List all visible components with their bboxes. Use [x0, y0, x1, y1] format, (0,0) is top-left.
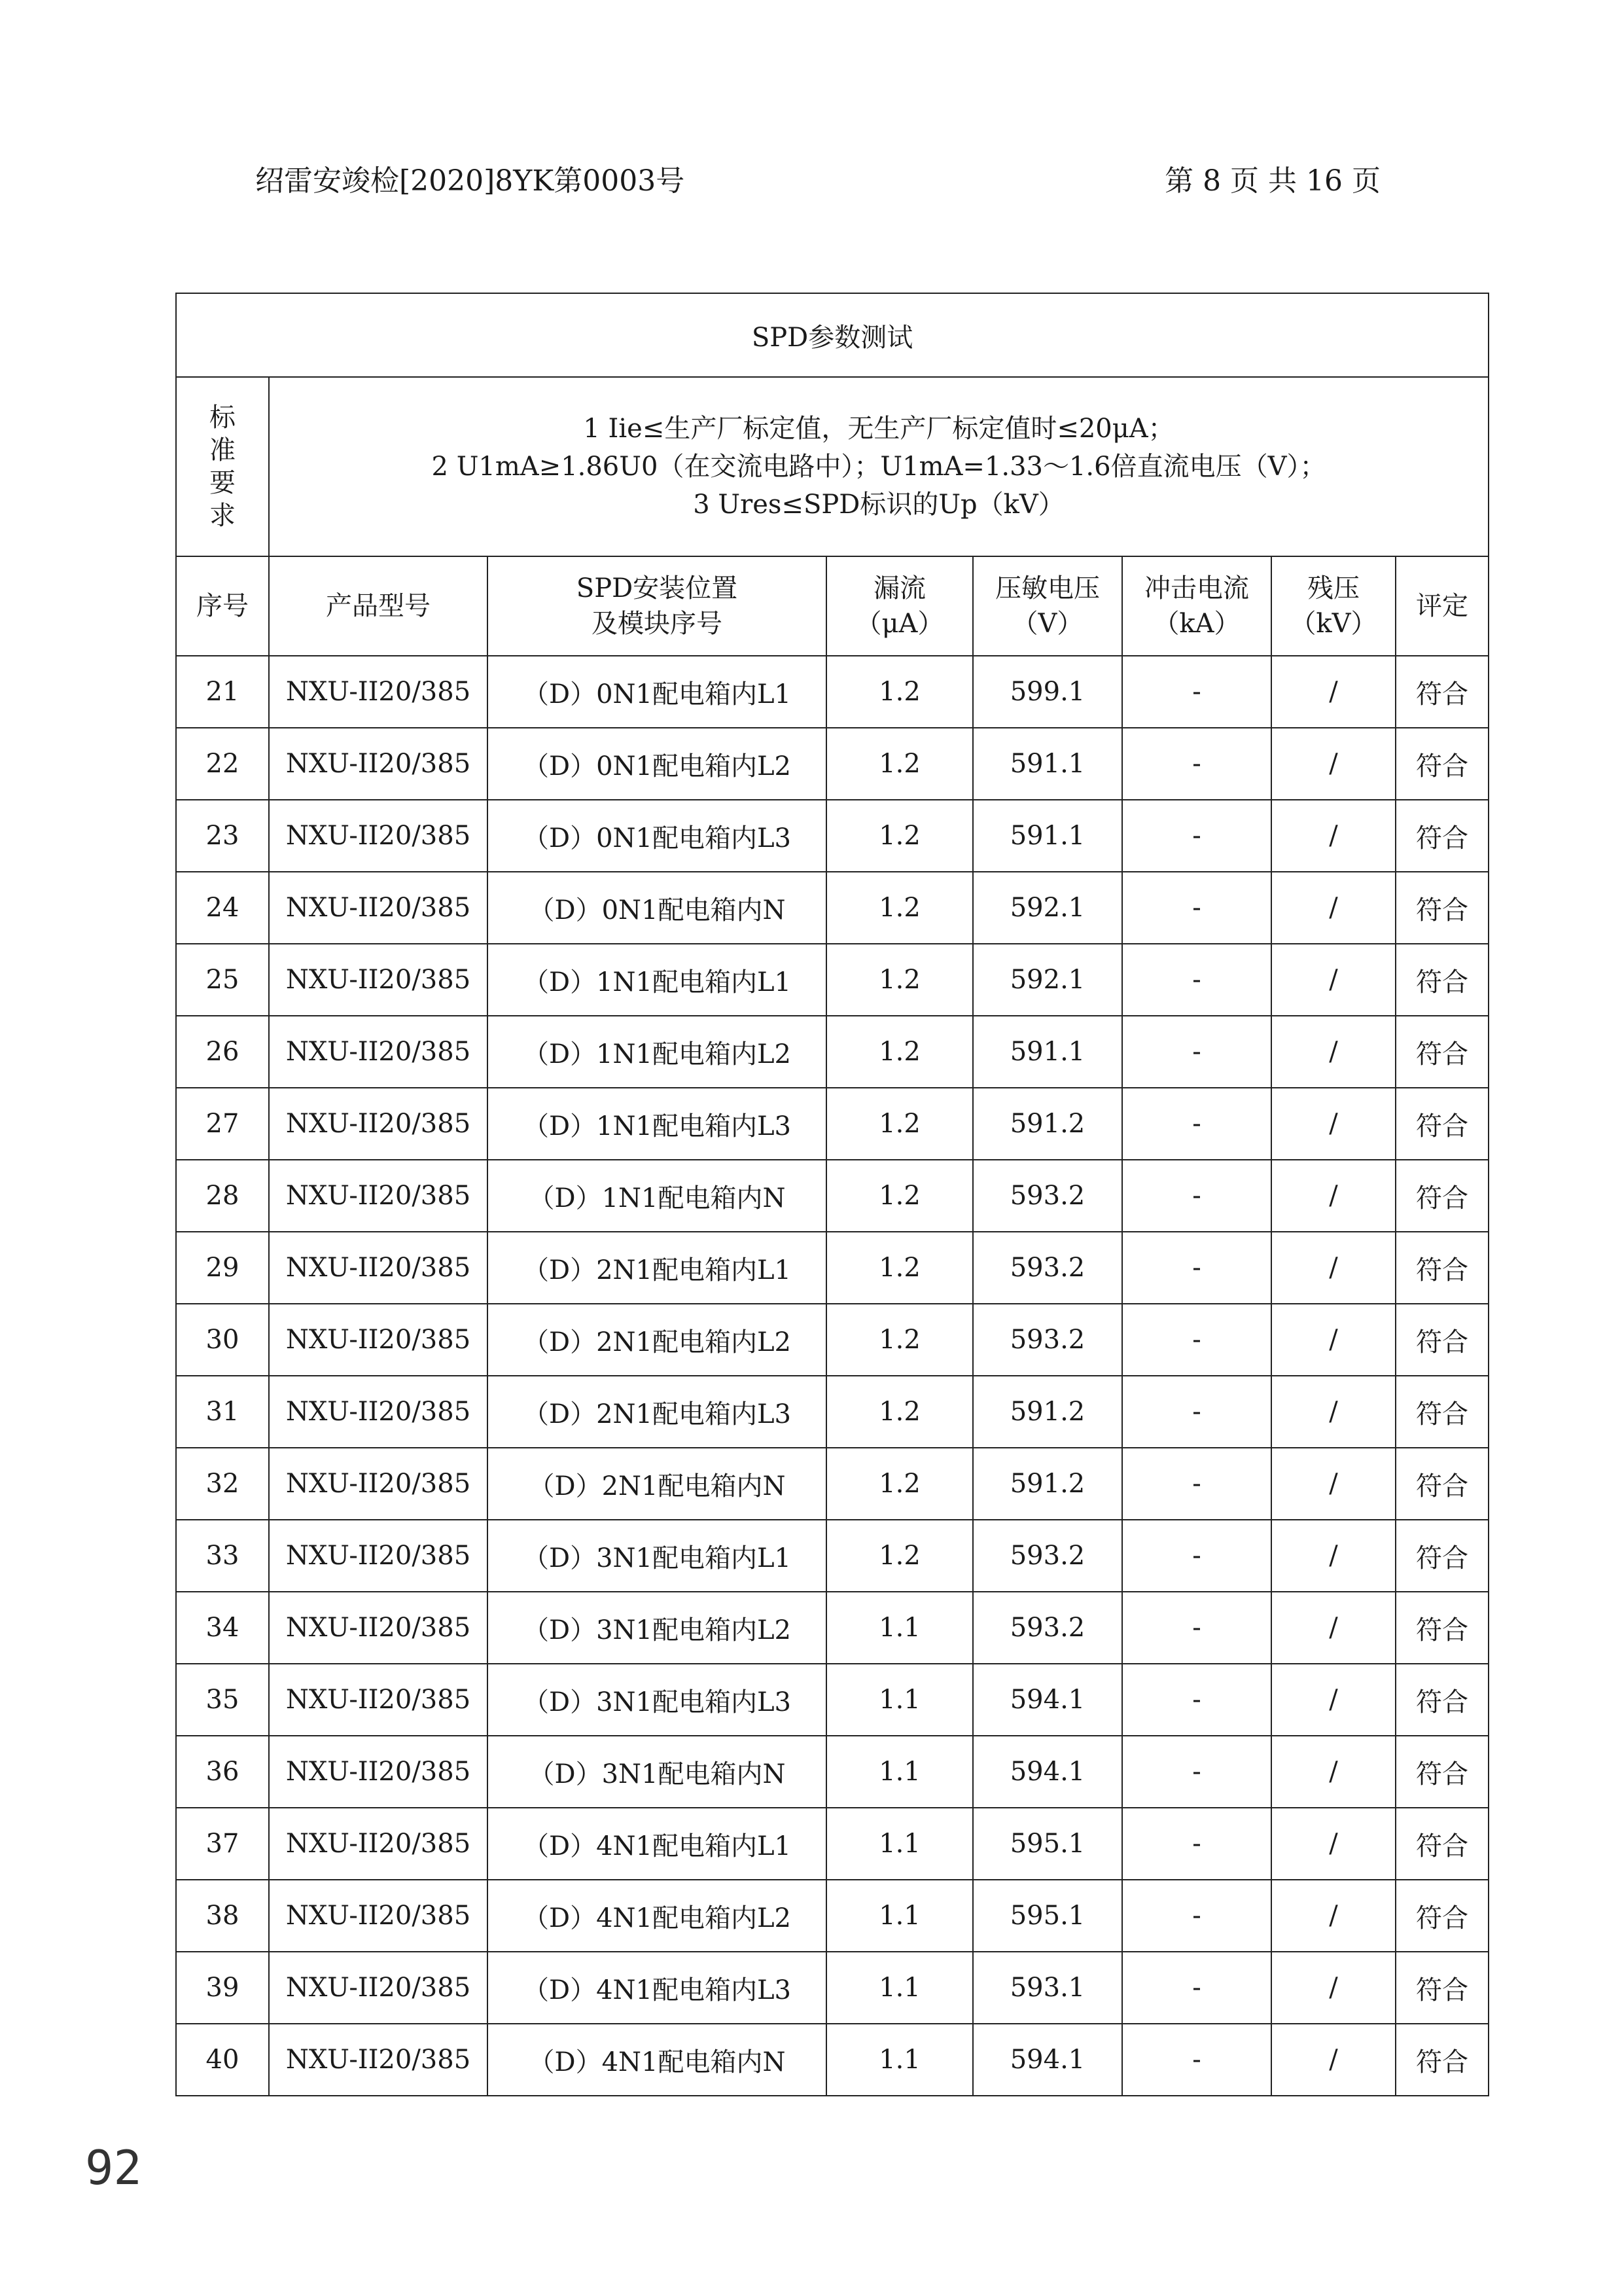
cell-location: （D）0N1配电箱内N	[487, 872, 826, 944]
cell-model: NXU-II20/385	[269, 2024, 487, 2096]
cell-index: 36	[176, 1736, 269, 1808]
col-header-leakage-line: 漏流	[874, 573, 926, 603]
cell-model: NXU-II20/385	[269, 1520, 487, 1592]
cell-grade: 符合	[1396, 1304, 1489, 1376]
col-header-varistor	[973, 556, 1122, 656]
cell-leakage: 1.2	[826, 944, 973, 1016]
cell-model: NXU-II20/385	[269, 800, 487, 872]
cell-grade: 符合	[1396, 1160, 1489, 1232]
cell-leakage: 1.2	[826, 1232, 973, 1304]
cell-index: 22	[176, 728, 269, 800]
cell-impulse-current: -	[1122, 1304, 1271, 1376]
cell-grade: 符合	[1396, 656, 1489, 728]
cell-impulse-current: -	[1122, 1592, 1271, 1664]
cell-varistor-voltage: 591.1	[973, 728, 1122, 800]
col-header-leakage-unit: （μA）	[855, 609, 944, 639]
cell-grade: 符合	[1396, 1520, 1489, 1592]
col-header-leakage	[826, 556, 973, 656]
standard-label-char: 要	[209, 468, 236, 498]
cell-grade: 符合	[1396, 728, 1489, 800]
cell-residual-voltage: /	[1271, 872, 1396, 944]
cell-location: （D）2N1配电箱内L2	[487, 1304, 826, 1376]
cell-location: （D）2N1配电箱内L3	[487, 1376, 826, 1448]
cell-leakage: 1.2	[826, 1160, 973, 1232]
cell-leakage: 1.1	[826, 1880, 973, 1952]
page-indicator: 第 8 页 共 16 页	[1165, 164, 1381, 198]
cell-grade: 符合	[1396, 2024, 1489, 2096]
cell-index: 34	[176, 1592, 269, 1664]
cell-varistor-voltage: 599.1	[973, 656, 1122, 728]
cell-grade: 符合	[1396, 1952, 1489, 2024]
cell-index: 29	[176, 1232, 269, 1304]
cell-model: NXU-II20/385	[269, 1952, 487, 2024]
cell-residual-voltage: /	[1271, 1304, 1396, 1376]
cell-residual-voltage: /	[1271, 1448, 1396, 1520]
cell-impulse-current: -	[1122, 1520, 1271, 1592]
cell-leakage: 1.2	[826, 1448, 973, 1520]
cell-impulse-current: -	[1122, 1808, 1271, 1880]
cell-impulse-current: -	[1122, 1952, 1271, 2024]
cell-grade: 符合	[1396, 1592, 1489, 1664]
cell-model: NXU-II20/385	[269, 872, 487, 944]
cell-index: 31	[176, 1376, 269, 1448]
cell-location: （D）0N1配电箱内L1	[487, 656, 826, 728]
cell-location: （D）3N1配电箱内L1	[487, 1520, 826, 1592]
table-row	[176, 1520, 1489, 1592]
cell-grade: 符合	[1396, 1232, 1489, 1304]
cell-residual-voltage: /	[1271, 2024, 1396, 2096]
cell-residual-voltage: /	[1271, 656, 1396, 728]
standard-label-char: 标	[209, 403, 236, 433]
table-row	[176, 944, 1489, 1016]
cell-residual-voltage: /	[1271, 1160, 1396, 1232]
spd-test-table	[175, 293, 1489, 2096]
cell-location: （D）3N1配电箱内N	[487, 1736, 826, 1808]
standard-line: 1 Iie≤生产厂标定值，无生产厂标定值时≤20μA；	[583, 414, 1174, 444]
standard-label	[176, 377, 269, 556]
table-row	[176, 656, 1489, 728]
col-header-location	[487, 556, 826, 656]
page-header	[255, 157, 1381, 196]
standard-line: 2 U1mA≥1.86U0（在交流电路中）；U1mA=1.33～1.6倍直流电压（V）；	[431, 452, 1326, 482]
cell-location: （D）4N1配电箱内L1	[487, 1808, 826, 1880]
cell-model: NXU-II20/385	[269, 1736, 487, 1808]
cell-varistor-voltage: 591.2	[973, 1088, 1122, 1160]
col-header-location-line: SPD安装位置	[576, 573, 738, 603]
cell-varistor-voltage: 593.1	[973, 1952, 1122, 2024]
cell-model: NXU-II20/385	[269, 728, 487, 800]
cell-impulse-current: -	[1122, 1664, 1271, 1736]
cell-index: 33	[176, 1520, 269, 1592]
cell-leakage: 1.2	[826, 1304, 973, 1376]
cell-residual-voltage: /	[1271, 1520, 1396, 1592]
cell-impulse-current: -	[1122, 656, 1271, 728]
page-stamp: 92	[85, 2140, 142, 2195]
cell-grade: 符合	[1396, 1880, 1489, 1952]
cell-residual-voltage: /	[1271, 1808, 1396, 1880]
table-row	[176, 1736, 1489, 1808]
col-header-varistor-unit: （V）	[1012, 609, 1084, 639]
cell-model: NXU-II20/385	[269, 944, 487, 1016]
cell-varistor-voltage: 591.1	[973, 800, 1122, 872]
cell-impulse-current: -	[1122, 1448, 1271, 1520]
cell-varistor-voltage: 594.1	[973, 1736, 1122, 1808]
cell-varistor-voltage: 595.1	[973, 1808, 1122, 1880]
cell-leakage: 1.1	[826, 1592, 973, 1664]
cell-index: 38	[176, 1880, 269, 1952]
cell-model: NXU-II20/385	[269, 1232, 487, 1304]
cell-varistor-voltage: 592.1	[973, 872, 1122, 944]
cell-impulse-current: -	[1122, 1088, 1271, 1160]
cell-impulse-current: -	[1122, 944, 1271, 1016]
column-header-row	[176, 556, 1489, 656]
cell-varistor-voltage: 591.1	[973, 1016, 1122, 1088]
cell-grade: 符合	[1396, 1664, 1489, 1736]
cell-grade: 符合	[1396, 1448, 1489, 1520]
cell-residual-voltage: /	[1271, 1592, 1396, 1664]
cell-grade: 符合	[1396, 872, 1489, 944]
cell-index: 32	[176, 1448, 269, 1520]
cell-residual-voltage: /	[1271, 800, 1396, 872]
cell-varistor-voltage: 591.2	[973, 1448, 1122, 1520]
cell-index: 26	[176, 1016, 269, 1088]
cell-residual-voltage: /	[1271, 1232, 1396, 1304]
cell-leakage: 1.2	[826, 872, 973, 944]
cell-varistor-voltage: 593.2	[973, 1520, 1122, 1592]
cell-location: （D）0N1配电箱内L2	[487, 728, 826, 800]
standard-label-char: 准	[209, 435, 236, 465]
cell-leakage: 1.1	[826, 1952, 973, 2024]
cell-location: （D）4N1配电箱内L3	[487, 1952, 826, 2024]
cell-model: NXU-II20/385	[269, 656, 487, 728]
cell-leakage: 1.1	[826, 1664, 973, 1736]
table-row	[176, 1016, 1489, 1088]
table-row	[176, 1160, 1489, 1232]
cell-residual-voltage: /	[1271, 1376, 1396, 1448]
cell-varistor-voltage: 594.1	[973, 1664, 1122, 1736]
table-row	[176, 1808, 1489, 1880]
cell-varistor-voltage: 591.2	[973, 1376, 1122, 1448]
table-row	[176, 1088, 1489, 1160]
cell-index: 24	[176, 872, 269, 944]
cell-index: 23	[176, 800, 269, 872]
cell-impulse-current: -	[1122, 872, 1271, 944]
cell-leakage: 1.2	[826, 1376, 973, 1448]
cell-varistor-voltage: 593.2	[973, 1232, 1122, 1304]
cell-impulse-current: -	[1122, 800, 1271, 872]
table-row	[176, 800, 1489, 872]
col-header-impulse-unit: （kA）	[1153, 609, 1241, 639]
cell-impulse-current: -	[1122, 1016, 1271, 1088]
cell-leakage: 1.1	[826, 1736, 973, 1808]
col-header-varistor-line: 压敏电压	[995, 573, 1100, 603]
cell-model: NXU-II20/385	[269, 1016, 487, 1088]
cell-residual-voltage: /	[1271, 1016, 1396, 1088]
table-row	[176, 1304, 1489, 1376]
cell-location: （D）1N1配电箱内L3	[487, 1088, 826, 1160]
cell-impulse-current: -	[1122, 2024, 1271, 2096]
table-row	[176, 728, 1489, 800]
cell-leakage: 1.2	[826, 656, 973, 728]
col-header-model: 产品型号	[269, 556, 487, 656]
cell-impulse-current: -	[1122, 1376, 1271, 1448]
table-row	[176, 1448, 1489, 1520]
cell-location: （D）3N1配电箱内L3	[487, 1664, 826, 1736]
cell-grade: 符合	[1396, 1736, 1489, 1808]
cell-index: 25	[176, 944, 269, 1016]
cell-varistor-voltage: 592.1	[973, 944, 1122, 1016]
cell-impulse-current: -	[1122, 1232, 1271, 1304]
cell-leakage: 1.2	[826, 1520, 973, 1592]
table-row	[176, 1880, 1489, 1952]
cell-index: 21	[176, 656, 269, 728]
cell-location: （D）2N1配电箱内L1	[487, 1232, 826, 1304]
col-header-impulse	[1122, 556, 1271, 656]
standard-requirements	[269, 377, 1489, 556]
table-row	[176, 1664, 1489, 1736]
cell-location: （D）1N1配电箱内L1	[487, 944, 826, 1016]
cell-leakage: 1.1	[826, 2024, 973, 2096]
table-row	[176, 872, 1489, 944]
cell-location: （D）4N1配电箱内L2	[487, 1880, 826, 1952]
standard-line: 3 Ures≤SPD标识的Up（kV）	[693, 490, 1065, 520]
standard-label-char: 求	[209, 501, 236, 531]
col-header-location-line: 及模块序号	[591, 609, 722, 639]
cell-impulse-current: -	[1122, 1880, 1271, 1952]
cell-leakage: 1.1	[826, 1808, 973, 1880]
cell-residual-voltage: /	[1271, 1952, 1396, 2024]
cell-index: 27	[176, 1088, 269, 1160]
col-header-residual	[1271, 556, 1396, 656]
cell-grade: 符合	[1396, 1016, 1489, 1088]
cell-leakage: 1.2	[826, 800, 973, 872]
cell-varistor-voltage: 593.2	[973, 1592, 1122, 1664]
cell-impulse-current: -	[1122, 1160, 1271, 1232]
col-header-impulse-line: 冲击电流	[1144, 573, 1249, 603]
col-header-residual-line: 残压	[1307, 573, 1360, 603]
cell-model: NXU-II20/385	[269, 1880, 487, 1952]
cell-grade: 符合	[1396, 944, 1489, 1016]
cell-model: NXU-II20/385	[269, 1664, 487, 1736]
cell-model: NXU-II20/385	[269, 1304, 487, 1376]
cell-location: （D）0N1配电箱内L3	[487, 800, 826, 872]
cell-location: （D）2N1配电箱内N	[487, 1448, 826, 1520]
cell-model: NXU-II20/385	[269, 1592, 487, 1664]
cell-impulse-current: -	[1122, 728, 1271, 800]
cell-varistor-voltage: 595.1	[973, 1880, 1122, 1952]
cell-residual-voltage: /	[1271, 944, 1396, 1016]
cell-index: 35	[176, 1664, 269, 1736]
document-number: 绍雷安竣检[2020]8YK第0003号	[255, 164, 685, 198]
table-row	[176, 1376, 1489, 1448]
cell-index: 37	[176, 1808, 269, 1880]
cell-varistor-voltage: 593.2	[973, 1304, 1122, 1376]
cell-leakage: 1.2	[826, 728, 973, 800]
cell-location: （D）1N1配电箱内L2	[487, 1016, 826, 1088]
cell-index: 28	[176, 1160, 269, 1232]
cell-grade: 符合	[1396, 1376, 1489, 1448]
table-title: SPD参数测试	[176, 293, 1489, 377]
cell-model: NXU-II20/385	[269, 1376, 487, 1448]
cell-leakage: 1.2	[826, 1016, 973, 1088]
cell-model: NXU-II20/385	[269, 1088, 487, 1160]
cell-model: NXU-II20/385	[269, 1808, 487, 1880]
cell-residual-voltage: /	[1271, 1880, 1396, 1952]
col-header-index: 序号	[176, 556, 269, 656]
cell-grade: 符合	[1396, 1808, 1489, 1880]
cell-index: 39	[176, 1952, 269, 2024]
cell-residual-voltage: /	[1271, 1664, 1396, 1736]
cell-grade: 符合	[1396, 800, 1489, 872]
cell-residual-voltage: /	[1271, 1088, 1396, 1160]
col-header-grade: 评定	[1396, 556, 1489, 656]
cell-model: NXU-II20/385	[269, 1448, 487, 1520]
cell-location: （D）4N1配电箱内N	[487, 2024, 826, 2096]
cell-residual-voltage: /	[1271, 1736, 1396, 1808]
table-row	[176, 1952, 1489, 2024]
cell-location: （D）1N1配电箱内N	[487, 1160, 826, 1232]
cell-grade: 符合	[1396, 1088, 1489, 1160]
table-row	[176, 1592, 1489, 1664]
table-row	[176, 2024, 1489, 2096]
col-header-residual-unit: （kV）	[1290, 609, 1377, 639]
cell-model: NXU-II20/385	[269, 1160, 487, 1232]
cell-index: 30	[176, 1304, 269, 1376]
cell-varistor-voltage: 594.1	[973, 2024, 1122, 2096]
cell-leakage: 1.2	[826, 1088, 973, 1160]
table-row	[176, 1232, 1489, 1304]
cell-location: （D）3N1配电箱内L2	[487, 1592, 826, 1664]
cell-varistor-voltage: 593.2	[973, 1160, 1122, 1232]
cell-residual-voltage: /	[1271, 728, 1396, 800]
cell-index: 40	[176, 2024, 269, 2096]
cell-impulse-current: -	[1122, 1736, 1271, 1808]
